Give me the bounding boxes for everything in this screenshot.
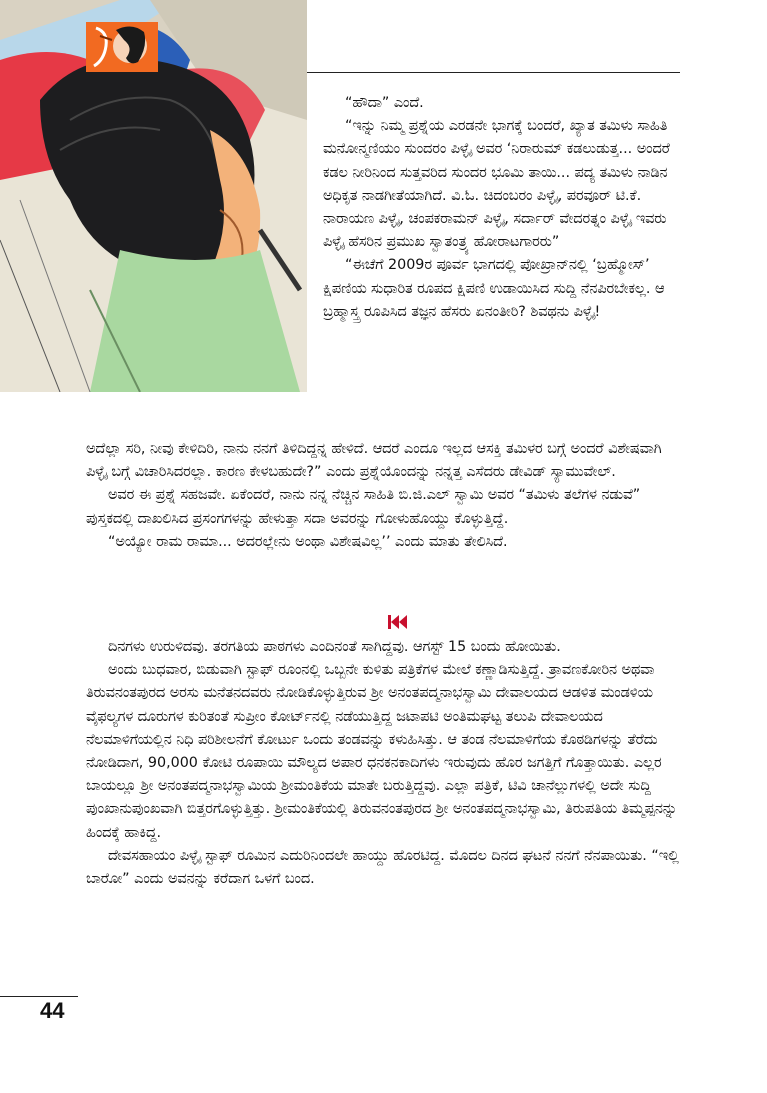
page-number: 44 (40, 998, 65, 1023)
page-number-divider (0, 996, 78, 997)
paragraph: “ಇನ್ನು ನಿಮ್ಮ ಪ್ರಶ್ನೆಯ ಎರಡನೇ ಭಾಗಕ್ಕೆ ಬಂದರೆ, ಖ್ಯಾತ ತಮಿಳು ಸಾಹಿತಿ ಮನೋನ್ಮಣಿಯಂ ಸುಂದರಂ ಪಿಳ್ಳೈ ಅವರ ‘ನಿರಾರುಮ್ ಕಡಲುಡುತ್ತ... ಅಂದರೆ ಕಡಲ ನೀರಿನಿಂದ ಸುತ್ತವರಿದ ಸುಂದರ ಭೂಮಿ ತಾಯಿ... ಪದ್ಯ ತಮಿಳು ನಾಡಿನ ಅಧಿಕೃತ ನಾಡಗೀತೆಯಾಗಿದೆ. ವಿ.ಓ. ಚಿದಂಬರಂ ಪಿಳ್ಳೈ, ಪರವೂರ್ ಟಿ.ಕೆ. ನಾರಾಯಣ ಪಿಳ್ಳೈ, ಚಂಪಕರಾಮನ್ ಪಿಳ್ಳೈ, ಸರ್ದಾರ್ ವೇದರತ್ನಂ ಪಿಳ್ಳೈ ಇವರು ಪಿಳ್ಳೈ ಹೆಸರಿನ ಪ್ರಮುಖ ಸ್ವಾತಂತ್ರ್ಯ ಹೋರಾಟಗಾರರು” (323, 118, 670, 251)
paragraph: ಅವರ ಈ ಪ್ರಶ್ನೆ ಸಹಜವೇ. ಏಕೆಂದರೆ, ನಾನು ನನ್ನ ನೆಚ್ಚಿನ ಸಾಹಿತಿ ಬಿ.ಜಿ.ಎಲ್ ಸ್ವಾಮಿ ಅವರ “ತಮಿಳು ತಲೆಗಳ ನಡುವೆ” ಪುಸ್ತಕದಲ್ಲಿ ದಾಖಲಿಸಿದ ಪ್ರಸಂಗಗಳನ್ನು ಹೇಳುತ್ತಾ ಸದಾ ಅವರನ್ನು ಗೋಳುಹೊಯ್ದು ಕೊಳ್ಳುತ್ತಿದ್ದೆ. (86, 487, 641, 527)
woman-profile-logo-icon (86, 22, 158, 72)
paragraph: ದೇವಸಹಾಯಂ ಪಿಳ್ಳೈ ಸ್ಟಾಫ್ ರೂಮಿನ ಎದುರಿನಿಂದಲೇ ಹಾಯ್ದು ಹೊರಟಿದ್ದ. ಮೊದಲ ದಿನದ ಘಟನೆ ನನಗೆ ನೆನಪಾಯಿತು. “ಇಲ್ಲಿ ಬಾರೋ” ಎಂದು ಅವನನ್ನು ಕರೆದಾಗ ಒಳಗೆ ಬಂದ. (86, 847, 679, 888)
text-column-full-bottom (86, 636, 680, 891)
text-column-full-top (86, 438, 680, 554)
paragraph: ಅದೆಲ್ಲಾ ಸರಿ, ನೀವು ಕೇಳಿದಿರಿ, ನಾನು ನನಗೆ ತಿಳಿದಿದ್ದನ್ನ ಹೇಳಿದೆ. ಆದರೆ ಎಂದೂ ಇಲ್ಲದ ಆಸಕ್ತಿ ತಮಿಳರ ಬಗ್ಗೆ ಅಂದರೆ ವಿಶೇಷವಾಗಿ ಪಿಳ್ಳೈ ಬಗ್ಗೆ ವಿಚಾರಿಸಿದರಲ್ಲಾ. ಕಾರಣ ಕೇಳಬಹುದೇ?” ಎಂದು ಪ್ರಶ್ನೆಯೊಂದನ್ನು ನನ್ನತ್ತ ಎಸೆದರು ಡೇವಿಡ್ ಸ್ಯಾಮುವೇಲ್. (86, 441, 662, 481)
paragraph: “ಈಚೆಗೆ 2009ರ ಪೂರ್ವ ಭಾಗದಲ್ಲಿ ಪೋಖ್ರಾನ್‌ನಲ್ಲಿ ‘ಬ್ರಹ್ಮೋಸ್’ ಕ್ಷಿಪಣಿಯ ಸುಧಾರಿತ ರೂಪದ ಕ್ಷಿಪಣಿ ಉಡಾಯಿಸಿದ ಸುದ್ದಿ ನೆನಪಿರಬೇಕಲ್ಲ. ಆ ಬ್ರಹ್ಮಾಸ್ತ್ರ ರೂಪಿಸಿದ ತಜ್ಞನ ಹೆಸರು ಏನಂತೀರಿ? ಶಿವಥನು ಪಿಳ್ಳೈ! (323, 257, 665, 320)
top-divider (307, 72, 680, 73)
paragraph: “ಹೌದಾ” ಎಂದೆ. (345, 95, 424, 111)
double-left-arrow-icon (386, 612, 408, 632)
paragraph: “ಅಯ್ಯೋ ರಾಮ ರಾಮಾ... ಅದರಲ್ಲೇನು ಅಂಥಾ ವಿಶೇಷವಿಲ್ಲ’’ ಎಂದು ಮಾತು ತೇಲಿಸಿದೆ. (108, 533, 508, 550)
paragraph: ಅಂದು ಬುಧವಾರ, ಬಿಡುವಾಗಿ ಸ್ಟಾಫ್ ರೂಂನಲ್ಲಿ ಒಬ್ಬನೇ ಕುಳಿತು ಪತ್ರಿಕೆಗಳ ಮೇಲೆ ಕಣ್ಣಾಡಿಸುತ್ತಿದ್ದೆ. ತ್ರಾವಣಕೋರಿನ ಅಥವಾ ತಿರುವನಂತಪುರದ ಅರಸು ಮನೆತನದವರು ನೋಡಿಕೊಳ್ಳುತ್ತಿರುವ ಶ್ರೀ ಅನಂತಪದ್ಮನಾಭಸ್ವಾಮಿ ದೇವಾಲಯದ ಆಡಳಿತ ಮಂಡಳಿಯ ವೈಫಲ್ಯಗಳ ದೂರುಗಳ ಕುರಿತಂತೆ ಸುಪ್ರೀಂ ಕೋರ್ಟ್‌ನಲ್ಲಿ ನಡೆಯುತ್ತಿದ್ದ ಜಟಾಪಟಿ ಅಂತಿಮಘಟ್ಟ ತಲುಪಿ ದೇವಾಲಯದ ನೆಲಮಾಳಿಗೆಯಲ್ಲಿನ ನಿಧಿ ಪರಿಶೀಲನೆಗೆ ಕೋರ್ಟು ಒಂದು ತಂಡವನ್ನು ಕಳುಹಿಸಿತ್ತು. ಆ ತಂಡ ನೆಲಮಾಳಿಗೆಯ ಕೊಠಡಿಗಳನ್ನು ತೆರೆದು ನೋಡಿದಾಗ, 90,000 ಕೋಟಿ ರೂಪಾಯಿ ಮೌಲ್ಯದ ಅಪಾರ ಧನಕನಕಾದಿಗಳು ಇರುವುದು ಹೊರ ಜಗತ್ತಿಗೆ ಗೊತ್ತಾಯಿತು. ಎಲ್ಲರ ಬಾಯಲ್ಲೂ ಶ್ರೀ ಅನಂತಪದ್ಮನಾಭಸ್ವಾಮಿಯ ಶ್ರೀಮಂತಿಕೆಯ ಮಾತೇ ಬರುತ್ತಿದ್ದವು. ಎಲ್ಲಾ ಪತ್ರಿಕೆ, ಟಿವಿ ಚಾನೆಲ್ಲುಗಳಲ್ಲಿ ಅದೇ ಸುದ್ದಿ ಪುಂಖಾನುಪುಂಖವಾಗಿ ಬಿತ್ತರಗೊಳ್ಳುತ್ತಿತ್ತು. ಶ್ರೀಮಂತಿಕೆಯಲ್ಲಿ ತಿರುವನಂತಪುರದ ಶ್ರೀ ಅನಂತಪದ್ಮನಾಭಸ್ವಾಮಿ, ತಿರುಪತಿಯ ತಿಮ್ಮಪ್ಪನನ್ನು ಹಿಂದಕ್ಕೆ ಹಾಕಿದ್ದ. (86, 662, 678, 841)
text-column-right (323, 92, 683, 324)
paragraph: ದಿನಗಳು ಉರುಳಿದವು. ತರಗತಿಯ ಪಾಠಗಳು ಎಂದಿನಂತೆ ಸಾಗಿದ್ದವು. ಆಗಸ್ಟ್ 15 ಬಂದು ಹೋಯಿತು. (108, 639, 561, 655)
